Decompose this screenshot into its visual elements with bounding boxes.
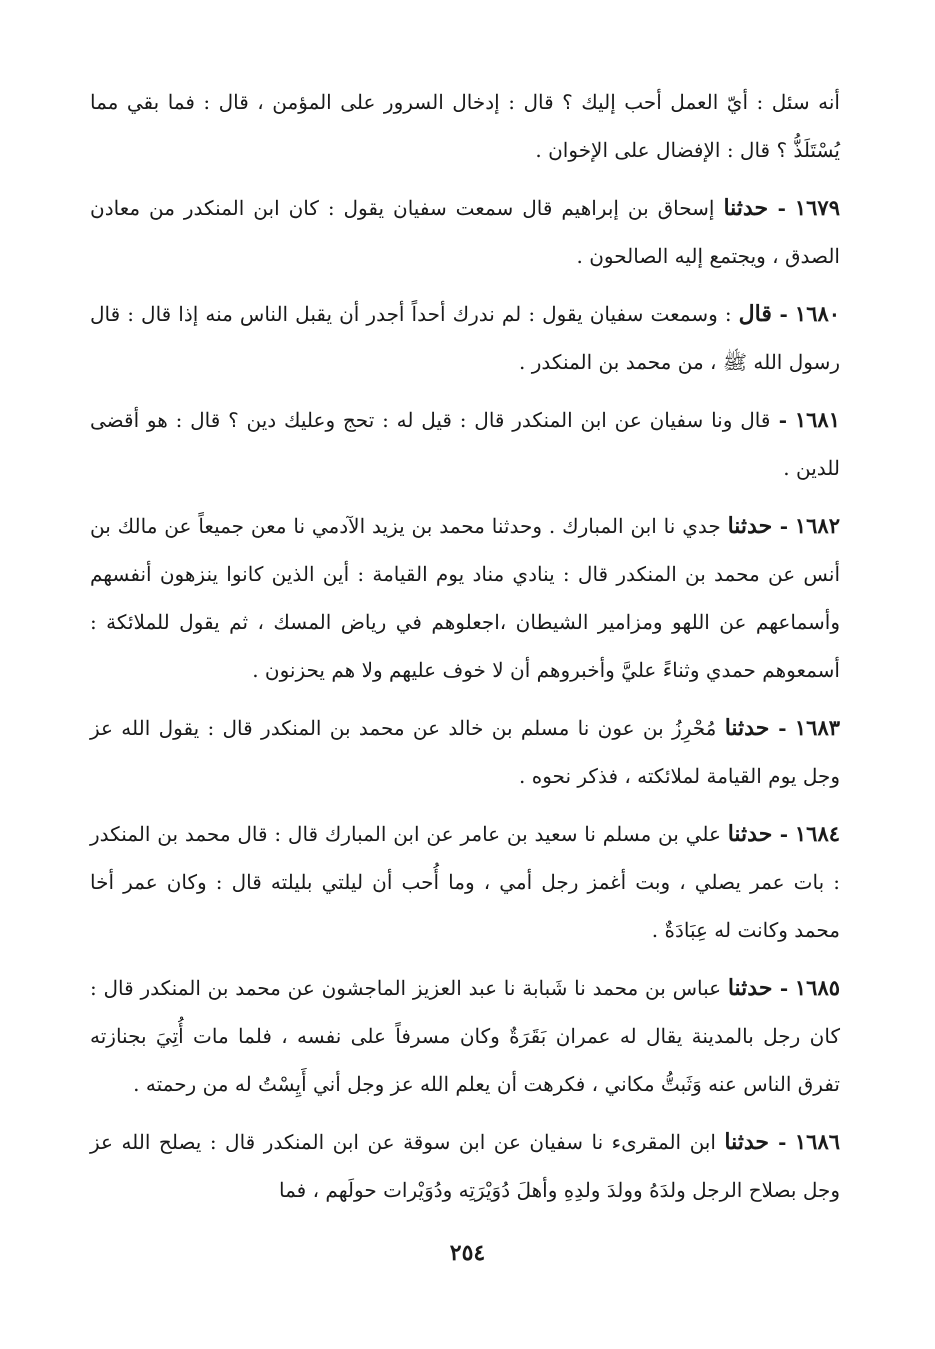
- hadith-dash: -: [770, 408, 788, 432]
- paragraph-text: مُحْرِزُ بن عون نا مسلم بن خالد عن محمد بن المنكدر قال : يقول الله عز وجل يوم القيامة لملائكته ، فذكر نحوه .: [90, 716, 840, 788]
- hadith-number: ١٦٧٩: [794, 195, 840, 220]
- hadith-number: ١٦٨٠: [794, 301, 841, 326]
- hadith-1683: [90, 704, 840, 800]
- hadith-dash: -: [772, 976, 789, 1000]
- hadith-1680: [90, 290, 840, 386]
- paragraph-text: جدي نا ابن المبارك . وحدثنا محمد بن يزيد الآدمي نا معن جميعاً عن مالك بن أنس عن محمد بن المنكدر قال : ينادي مناد يوم القيامة : أين الذين كانوا ينزهون أنفسهم وأسماعهم عن اللهو ومزامير الشيطان ،اجعلوهم في رياض المسك ، ثم يقول للملائكة : أسمعوهم حمدي وثناءً عليَّ وأخبروهم أن لا خوف عليهم ولا هم يحزنون .: [90, 514, 840, 682]
- hadith-1681: [90, 396, 840, 492]
- hadith-lead: حدثنا: [724, 715, 770, 741]
- page-number: ٢٥٤: [449, 1240, 486, 1266]
- hadith-1679: [90, 184, 840, 280]
- hadith-number: ١٦٨٣: [794, 715, 841, 740]
- hadith-1682: [90, 502, 840, 694]
- hadith-lead: قال: [738, 301, 772, 327]
- hadith-dash: -: [768, 196, 786, 220]
- paragraph-continuation: [90, 78, 840, 174]
- paragraph-text: ابن المقرىء نا سفيان عن ابن سوقة عن ابن المنكدر قال : يصلح الله عز وجل بصلاح الرجل ولدَهُ وولدَ ولدِهِ وأهلَ دُوَيْرَتِه ودُوَيْرات حولَهم ، فما: [90, 1130, 840, 1202]
- paragraph-text: إسحاق بن إبراهيم قال سمعت سفيان يقول : كان ابن المنكدر من معادن الصدق ، ويجتمع إليه الصالحون .: [90, 196, 840, 268]
- hadith-lead: حدثنا: [727, 821, 773, 847]
- hadith-number: ١٦٨٤: [794, 821, 841, 846]
- hadith-dash: -: [771, 302, 788, 326]
- paragraph-text: قال ونا سفيان عن ابن المنكدر قال : قيل له : تحج وعليك دين ؟ قال : هو أقضى للدين .: [90, 408, 840, 480]
- hadith-number: ١٦٨٥: [794, 975, 841, 1000]
- hadith-dash: -: [772, 822, 789, 846]
- paragraph-text: : وسمعت سفيان يقول : لم ندرك أحداً أجدر أن يقبل الناس منه إذا قال : قال رسول الله ﷺ ، من محمد بن المنكدر .: [90, 302, 840, 374]
- paragraph-text: عباس بن محمد نا شَبابة نا عبد العزيز الماجشون عن محمد بن المنكدر قال : كان رجل بالمدينة يقال له عمران بَقَرَةٌ وكان مسرفاً على نفسه ، فلما مات أُتِيَ بجنازته تفرق الناس عنه وَثَبتُّ مكاني ، فكرهت أن يعلم الله عز وجل أني أَيِسْتُ له من رحمته .: [90, 976, 840, 1096]
- hadith-1686: [90, 1118, 840, 1214]
- hadith-lead: حدثنا: [727, 513, 773, 539]
- hadith-dash: -: [769, 1130, 787, 1154]
- hadith-dash: -: [769, 716, 787, 740]
- hadith-lead: حدثنا: [724, 1129, 770, 1155]
- hadith-lead: حدثنا: [727, 975, 773, 1001]
- hadith-lead: حدثنا: [723, 195, 769, 221]
- hadith-number: ١٦٨٦: [794, 1129, 841, 1154]
- hadith-number: ١٦٨٢: [794, 513, 840, 538]
- hadith-1685: [90, 964, 840, 1108]
- paragraph-text: أنه سئل : أيّ العمل أحب إليك ؟ قال : إدخال السرور على المؤمن ، قال : فما بقي مما يُسْتَلَذُّ ؟ قال : الإفضال على الإخوان .: [90, 90, 840, 162]
- hadith-number: ١٦٨١: [794, 407, 840, 432]
- hadith-dash: -: [772, 514, 788, 538]
- page-body: [90, 78, 840, 1224]
- paragraph-text: علي بن مسلم نا سعيد بن عامر عن ابن المبارك قال : قال محمد بن المنكدر : بات عمر يصلي ، وبت أغمز رجل أمي ، وما أُحب أن ليلتي بليلته قال : وكان عمر أخا محمد وكانت له عِبَادَةٌ .: [90, 822, 840, 942]
- hadith-1684: [90, 810, 840, 954]
